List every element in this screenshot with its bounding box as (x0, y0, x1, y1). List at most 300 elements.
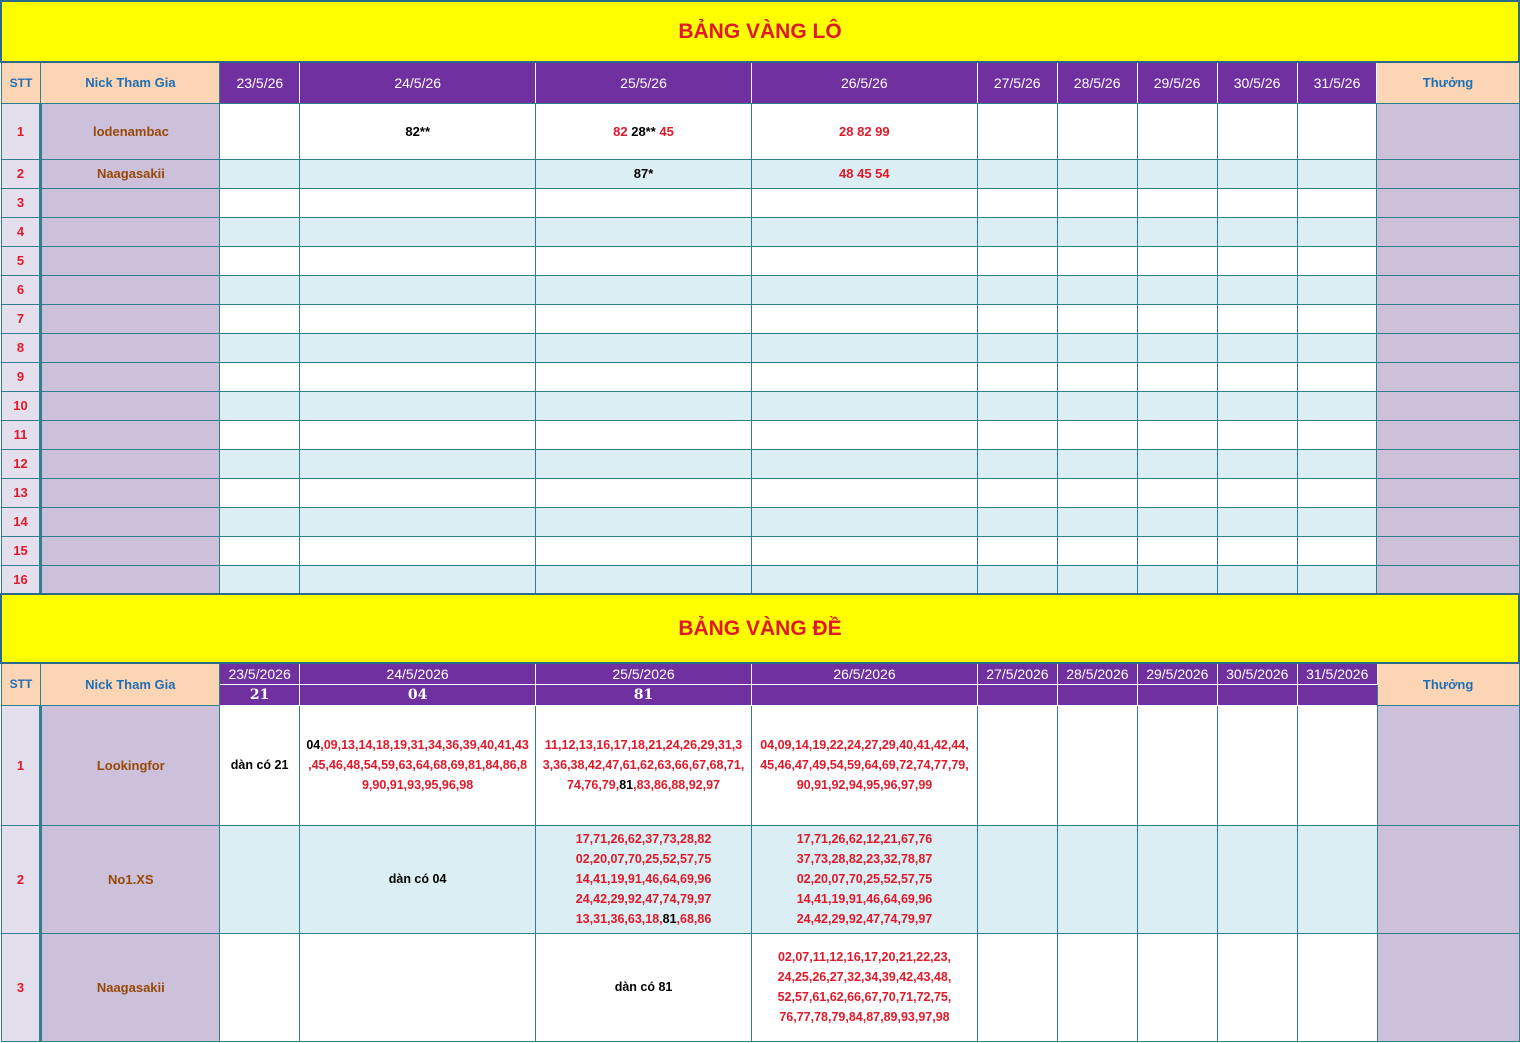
lo-cell (1297, 275, 1377, 304)
lo-cell (1057, 507, 1137, 536)
lo-cell (300, 246, 536, 275)
thuong-cell (1377, 565, 1519, 594)
nick-name (41, 362, 220, 391)
nick-name (41, 565, 220, 594)
lo-cell (1297, 188, 1377, 217)
row-stt: 11 (1, 420, 41, 449)
de-cell-value: dàn có 04 (388, 872, 447, 886)
lo-header-date: 31/5/26 (1297, 62, 1377, 103)
lo-cell (1137, 304, 1217, 333)
lo-cell (220, 103, 300, 159)
de-cell (977, 825, 1057, 933)
row-stt: 15 (1, 536, 41, 565)
lo-cell (751, 304, 977, 333)
de-cell (220, 705, 300, 825)
lo-cell (536, 449, 752, 478)
lo-cell (1217, 391, 1297, 420)
de-cell (1057, 705, 1137, 825)
thuong-cell (1377, 449, 1519, 478)
de-header-stt: STT (1, 663, 41, 705)
lo-header-date: 29/5/26 (1137, 62, 1217, 103)
lo-cell (977, 304, 1057, 333)
lo-cell-value: 28** (631, 123, 660, 139)
lo-header-date: 24/5/26 (300, 62, 536, 103)
lo-cell (536, 159, 752, 188)
lo-cell (536, 420, 752, 449)
lo-cell (1297, 449, 1377, 478)
de-cell-line (752, 829, 977, 849)
lo-row (1, 275, 1519, 304)
de-header-date: 30/5/2026 (1217, 663, 1297, 684)
lo-cell (751, 536, 977, 565)
lo-cell (977, 246, 1057, 275)
lo-cell (1217, 188, 1297, 217)
lo-cell (977, 565, 1057, 594)
de-cell-line (752, 755, 977, 775)
lo-row (1, 217, 1519, 246)
de-cell (752, 933, 978, 1041)
lo-cell (1217, 362, 1297, 391)
row-stt: 7 (1, 304, 41, 333)
lo-cell (220, 420, 300, 449)
lo-cell (977, 420, 1057, 449)
lo-cell (1137, 507, 1217, 536)
de-cell (300, 705, 536, 825)
de-cell (977, 933, 1057, 1041)
lo-cell (536, 304, 752, 333)
de-cell-line (752, 735, 977, 755)
lo-cell (536, 391, 752, 420)
de-cell-value: 14,41,19,91,46,64,69,96 (575, 872, 712, 886)
de-cell (752, 825, 978, 933)
de-cell-line (752, 775, 977, 795)
row-stt: 14 (1, 507, 41, 536)
lo-cell (1297, 478, 1377, 507)
lo-cell (1137, 188, 1217, 217)
lo-row (1, 159, 1519, 188)
thuong-cell (1377, 933, 1519, 1041)
lo-cell (1137, 217, 1217, 246)
de-title: BẢNG VÀNG ĐỀ (1, 594, 1519, 663)
nick-name (41, 246, 220, 275)
lo-cell (536, 217, 752, 246)
de-cell-line (536, 889, 751, 909)
lo-cell (1297, 362, 1377, 391)
lo-cell (536, 333, 752, 362)
lo-cell (1297, 159, 1377, 188)
thuong-cell (1377, 159, 1519, 188)
lo-cell-value: 82 (613, 123, 632, 139)
lo-cell-value: 45 (659, 123, 674, 139)
lo-cell (220, 536, 300, 565)
lo-cell (977, 217, 1057, 246)
de-cell (1297, 705, 1377, 825)
lo-cell (1057, 246, 1137, 275)
lo-cell (300, 103, 536, 159)
de-cell-line (536, 755, 751, 775)
thuong-cell (1377, 478, 1519, 507)
lo-cell-value: 48 45 54 (839, 166, 890, 181)
de-cell (1057, 825, 1137, 933)
de-cell-value: 81 (662, 912, 677, 926)
nick-name (41, 217, 220, 246)
row-stt: 12 (1, 449, 41, 478)
lo-cell (751, 188, 977, 217)
de-cell-value: 14,41,19,91,46,64,69,96 (796, 892, 933, 906)
lo-cell (300, 188, 536, 217)
lo-cell (1137, 333, 1217, 362)
nick-name (41, 536, 220, 565)
lo-cell (1057, 333, 1137, 362)
de-cell-line (300, 775, 535, 795)
lo-cell (220, 188, 300, 217)
lo-cell (1057, 478, 1137, 507)
lo-cell-value: 28 82 99 (839, 123, 890, 139)
lo-cell (536, 565, 752, 594)
nick-name (41, 333, 220, 362)
de-cell-value: 11,12,13,16,17,18,21,24,26,29,31,3 (544, 738, 743, 752)
de-cell-value: 24,25,26,27,32,34,39,42,43,48, (777, 970, 952, 984)
de-cell-value: ,45,46,48,54,59,63,64,68,69,81,84,86,8 (308, 758, 528, 772)
row-stt: 10 (1, 391, 41, 420)
lo-cell (1137, 362, 1217, 391)
de-result: 81 (536, 684, 752, 705)
lo-cell (220, 507, 300, 536)
de-cell (536, 705, 752, 825)
de-result (1297, 684, 1377, 705)
lo-cell (220, 304, 300, 333)
lo-cell (1217, 275, 1297, 304)
lo-row (1, 362, 1519, 391)
de-header-date: 29/5/2026 (1137, 663, 1217, 684)
lo-cell (220, 275, 300, 304)
lo-cell (1057, 362, 1137, 391)
de-header-thuong: Thưởng (1377, 663, 1519, 705)
de-row (1, 825, 1519, 933)
de-cell-value: ,09,13,14,18,19,31,34,36,39,40,41,43 (320, 738, 529, 752)
lo-cell (536, 103, 752, 159)
lo-cell (220, 217, 300, 246)
lo-cell (751, 362, 977, 391)
lo-cell (220, 565, 300, 594)
lo-cell (1297, 536, 1377, 565)
de-result: 04 (300, 684, 536, 705)
de-cell-line (752, 869, 977, 889)
lo-cell (1217, 103, 1297, 159)
de-cell-value: 02,20,07,70,25,52,57,75 (575, 852, 712, 866)
de-header-date: 26/5/2026 (752, 663, 978, 684)
de-cell (1137, 933, 1217, 1041)
lo-cell (1057, 565, 1137, 594)
nick-name (41, 507, 220, 536)
lo-cell (220, 246, 300, 275)
lo-cell (1217, 565, 1297, 594)
nick-name: lodenambac (41, 103, 220, 159)
lo-cell (977, 507, 1057, 536)
lo-cell (1137, 536, 1217, 565)
lo-row (1, 507, 1519, 536)
lo-row (1, 103, 1519, 159)
de-cell-value: 02,07,11,12,16,17,20,21,22,23, (777, 950, 952, 964)
row-stt: 8 (1, 333, 41, 362)
lo-cell (220, 362, 300, 391)
de-cell (1137, 825, 1217, 933)
de-cell-value: 37,73,28,82,23,32,78,87 (796, 852, 933, 866)
lo-cell (300, 449, 536, 478)
lo-row (1, 478, 1519, 507)
lo-cell (1057, 391, 1137, 420)
lo-cell (977, 188, 1057, 217)
lo-cell (300, 159, 536, 188)
lo-cell (1057, 304, 1137, 333)
de-cell-line (752, 947, 977, 967)
lo-cell (1057, 536, 1137, 565)
lo-cell (1217, 536, 1297, 565)
lo-cell (300, 420, 536, 449)
de-cell-value: ,83,86,88,92,97 (633, 778, 720, 792)
de-cell-value: 74,76,79, (567, 778, 620, 792)
row-stt: 4 (1, 217, 41, 246)
lo-cell (751, 478, 977, 507)
de-cell (1217, 933, 1297, 1041)
nick-name (41, 391, 220, 420)
lo-cell (1057, 420, 1137, 449)
lo-cell (300, 333, 536, 362)
de-cell-value: 17,71,26,62,37,73,28,82 (575, 832, 712, 846)
de-result (752, 684, 978, 705)
de-cell-line (536, 849, 751, 869)
lo-cell (536, 507, 752, 536)
lo-cell (536, 188, 752, 217)
lo-cell (751, 449, 977, 478)
lo-cell (1057, 217, 1137, 246)
de-cell-value: dàn có 21 (230, 758, 289, 772)
de-cell-value: 04,09,14,19,22,24,27,29,40,41,42,44, (760, 738, 969, 752)
lo-cell (1217, 478, 1297, 507)
de-header-date: 24/5/2026 (300, 663, 536, 684)
lo-row (1, 333, 1519, 362)
lo-cell (1217, 304, 1297, 333)
thuong-cell (1377, 304, 1519, 333)
lo-cell (751, 275, 977, 304)
de-cell-line (752, 889, 977, 909)
de-cell (300, 825, 536, 933)
thuong-cell (1377, 420, 1519, 449)
de-cell (752, 705, 978, 825)
row-stt: 5 (1, 246, 41, 275)
lo-cell (1057, 449, 1137, 478)
de-cell-line (536, 735, 751, 755)
lo-cell (977, 159, 1057, 188)
de-cell (300, 933, 536, 1041)
de-cell-value: 13,31,36,63,18, (575, 912, 663, 926)
de-cell-value: 90,91,92,94,95,96,97,99 (796, 778, 933, 792)
lo-row (1, 536, 1519, 565)
de-cell-value: 9,90,91,93,95,96,98 (361, 778, 474, 792)
lo-cell (300, 391, 536, 420)
lo-cell (751, 507, 977, 536)
lo-cell (977, 362, 1057, 391)
lo-cell (220, 449, 300, 478)
lo-cell (1137, 478, 1217, 507)
lo-cell (1297, 391, 1377, 420)
de-cell-value: 24,42,29,92,47,74,79,97 (575, 892, 712, 906)
lo-cell (751, 333, 977, 362)
lo-cell (1057, 275, 1137, 304)
lo-header-date: 28/5/26 (1057, 62, 1137, 103)
de-result (1137, 684, 1217, 705)
de-header-date: 23/5/2026 (220, 663, 300, 684)
row-stt: 9 (1, 362, 41, 391)
lo-cell (1297, 565, 1377, 594)
de-cell-line (536, 869, 751, 889)
lo-cell (1217, 246, 1297, 275)
de-cell-value: 04 (306, 738, 321, 752)
lo-header-date: 23/5/26 (220, 62, 300, 103)
lo-cell (751, 103, 977, 159)
lo-cell (1137, 275, 1217, 304)
lo-header-nick: Nick Tham Gia (41, 62, 220, 103)
de-cell-line (752, 967, 977, 987)
de-header-nick: Nick Tham Gia (41, 663, 220, 705)
de-cell-value: ,68,86 (676, 912, 712, 926)
de-header-date: 31/5/2026 (1297, 663, 1377, 684)
lo-title: BẢNG VÀNG LÔ (1, 1, 1519, 62)
lo-cell (1297, 103, 1377, 159)
de-cell-value: 17,71,26,62,12,21,67,76 (796, 832, 933, 846)
de-cell (1057, 933, 1137, 1041)
lo-header-date: 27/5/26 (977, 62, 1057, 103)
lo-cell (300, 507, 536, 536)
nick-name (41, 420, 220, 449)
lo-cell (1137, 420, 1217, 449)
lo-cell (1217, 449, 1297, 478)
de-cell (536, 825, 752, 933)
nick-name: No1.XS (41, 825, 220, 933)
lo-cell (536, 362, 752, 391)
thuong-cell (1377, 217, 1519, 246)
row-stt: 1 (1, 103, 41, 159)
lo-cell (751, 565, 977, 594)
lo-cell (220, 159, 300, 188)
de-table (0, 593, 1520, 1042)
lo-cell (1057, 159, 1137, 188)
thuong-cell (1377, 275, 1519, 304)
lo-cell (300, 565, 536, 594)
lo-cell (1297, 507, 1377, 536)
lo-cell (751, 217, 977, 246)
thuong-cell (1377, 246, 1519, 275)
nick-name: Naagasakii (41, 159, 220, 188)
lo-cell (977, 275, 1057, 304)
lo-cell (1137, 159, 1217, 188)
lo-header-stt: STT (1, 62, 41, 103)
nick-name (41, 275, 220, 304)
de-cell-line (752, 849, 977, 869)
lo-cell (751, 420, 977, 449)
lo-cell (220, 478, 300, 507)
lo-cell (1137, 103, 1217, 159)
lo-row (1, 391, 1519, 420)
row-stt: 6 (1, 275, 41, 304)
de-cell (1217, 825, 1297, 933)
de-header-date: 25/5/2026 (536, 663, 752, 684)
nick-name: Naagasakii (41, 933, 220, 1041)
de-cell (1297, 933, 1377, 1041)
de-cell-line (752, 909, 977, 929)
lo-cell (1297, 333, 1377, 362)
thuong-cell (1377, 825, 1519, 933)
de-cell (977, 705, 1057, 825)
row-stt: 16 (1, 565, 41, 594)
lo-cell (977, 478, 1057, 507)
de-cell-value: dàn có 81 (614, 980, 673, 994)
lo-row (1, 565, 1519, 594)
lo-cell (977, 536, 1057, 565)
de-cell (1217, 705, 1297, 825)
de-row (1, 933, 1519, 1041)
lo-cell (1217, 507, 1297, 536)
lo-cell (300, 304, 536, 333)
lo-cell (536, 246, 752, 275)
lo-cell (1057, 103, 1137, 159)
lo-cell (1297, 420, 1377, 449)
row-stt: 2 (1, 159, 41, 188)
de-cell-value: 45,46,47,49,54,59,64,69,72,74,77,79, (760, 758, 969, 772)
lo-cell (1137, 449, 1217, 478)
lo-cell (300, 275, 536, 304)
lo-cell (536, 275, 752, 304)
nick-name (41, 478, 220, 507)
thuong-cell (1377, 507, 1519, 536)
row-stt: 3 (1, 933, 41, 1041)
de-result (1057, 684, 1137, 705)
lo-cell (1217, 159, 1297, 188)
de-cell-value: 24,42,29,92,47,74,79,97 (796, 912, 933, 926)
lo-cell (977, 449, 1057, 478)
row-stt: 1 (1, 705, 41, 825)
lo-row (1, 246, 1519, 275)
de-cell (220, 825, 300, 933)
lo-cell (300, 362, 536, 391)
lo-cell (1057, 188, 1137, 217)
lo-cell (1217, 333, 1297, 362)
lo-cell-value: 87* (633, 166, 654, 181)
lo-cell (751, 159, 977, 188)
de-result: 21 (220, 684, 300, 705)
de-cell-line (536, 829, 751, 849)
row-stt: 13 (1, 478, 41, 507)
lo-cell (220, 391, 300, 420)
de-cell-value: 3,36,38,42,47,61,62,63,66,67,68,71, (542, 758, 745, 772)
thuong-cell (1377, 362, 1519, 391)
de-cell-line (300, 735, 535, 755)
thuong-cell (1377, 188, 1519, 217)
lo-cell (1297, 217, 1377, 246)
thuong-cell (1377, 103, 1519, 159)
lo-row (1, 304, 1519, 333)
lo-cell (977, 103, 1057, 159)
lo-cell (977, 391, 1057, 420)
nick-name (41, 188, 220, 217)
lo-cell (220, 333, 300, 362)
lo-header-thuong: Thưởng (1377, 62, 1519, 103)
de-cell-line (536, 775, 751, 795)
lo-cell (977, 333, 1057, 362)
lo-cell (300, 536, 536, 565)
thuong-cell (1377, 536, 1519, 565)
de-cell-value: 81 (619, 778, 634, 792)
